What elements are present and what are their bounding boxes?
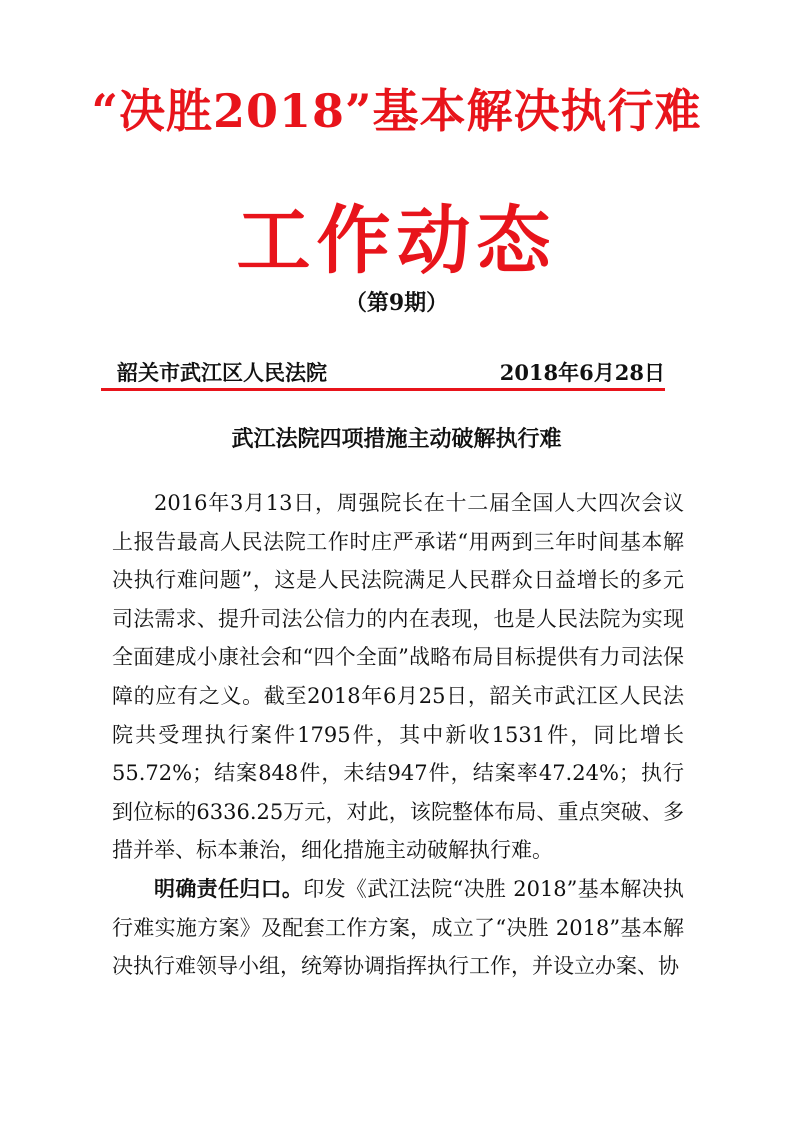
masthead-title: “决胜2018”基本解决执行难 bbox=[91, 84, 702, 138]
masthead-info-row bbox=[117, 362, 665, 390]
masthead-divider bbox=[101, 388, 665, 391]
issue-date: 2018年6月28日 bbox=[499, 360, 665, 385]
issue-number: （第9期） bbox=[344, 290, 449, 316]
masthead-subtitle: 工作动态 bbox=[236, 198, 557, 284]
article-body bbox=[112, 484, 684, 986]
paragraph-responsibility bbox=[112, 870, 684, 986]
paragraph-intro: 2016年3月13日，周强院长在十二届全国人大四次会议上报告最高人民法院工作时庄严承诺“用两到三年时间基本解决执行难问题”，这是人民法院满足人民群众日益增长的多元司法需求、提升司法公信力的内在表现，也是人民法院为实现全面建成小康社会和“四个全面”战略布局目标提供有力司法保障的应有之义。截至2018年6月25日，韶关市武江区人民法院共受理执行案件1795件，其中新收1531件，同比增长55.72%；结案848件，未结947件，结案率47.24%；执行到位标的6336.25万元，对此，该院整体布局、重点突破、多措并举、标本兼治，细化措施主动破解执行难。 bbox=[112, 491, 684, 863]
paragraph-lead: 明确责任归口。 bbox=[154, 875, 304, 901]
issuing-organization: 韶关市武江区人民法院 bbox=[117, 360, 327, 385]
article-title: 武江法院四项措施主动破解执行难 bbox=[231, 426, 562, 452]
paragraph-text: 印发《武江法院“决胜 2018”基本解决执行难实施方案》及配套工作方案，成立了“决胜 2018”基本解决执行难领导小组，统筹协调指挥执行工作，并设立办案、协 bbox=[112, 876, 685, 979]
